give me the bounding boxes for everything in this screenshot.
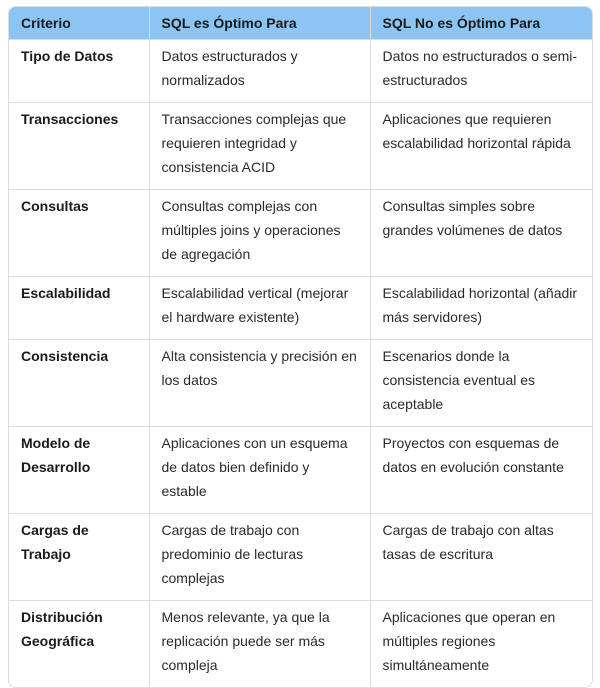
header-criterio: Criterio [9, 7, 149, 40]
table-row [9, 601, 592, 688]
table-body [9, 40, 592, 688]
header-row [9, 7, 592, 40]
cell-optimo: Transacciones complejas que requieren integridad y consistencia ACID [149, 103, 370, 190]
cell-optimo: Datos estructurados y normalizados [149, 40, 370, 103]
sql-comparison-table [9, 7, 592, 687]
table-row [9, 40, 592, 103]
cell-optimo: Menos relevante, ya que la replicación puede ser más compleja [149, 601, 370, 688]
cell-criterio: Modelo de Desarrollo [9, 427, 149, 514]
cell-optimo: Alta consistencia y precisión en los datos [149, 340, 370, 427]
cell-no-optimo: Escalabilidad horizontal (añadir más servidores) [370, 277, 592, 340]
cell-optimo: Cargas de trabajo con predominio de lecturas complejas [149, 514, 370, 601]
table-row [9, 277, 592, 340]
table-row [9, 514, 592, 601]
table-header [9, 7, 592, 40]
cell-criterio: Escalabilidad [9, 277, 149, 340]
cell-no-optimo: Consultas simples sobre grandes volúmenes de datos [370, 190, 592, 277]
cell-no-optimo: Cargas de trabajo con altas tasas de escritura [370, 514, 592, 601]
cell-no-optimo: Datos no estructurados o semi-estructurados [370, 40, 592, 103]
cell-no-optimo: Proyectos con esquemas de datos en evolución constante [370, 427, 592, 514]
comparison-table-container [8, 6, 593, 688]
cell-criterio: Distribución Geográfica [9, 601, 149, 688]
cell-criterio: Tipo de Datos [9, 40, 149, 103]
header-sql-no-optimo: SQL No es Óptimo Para [370, 7, 592, 40]
cell-optimo: Aplicaciones con un esquema de datos bien definido y estable [149, 427, 370, 514]
cell-optimo: Consultas complejas con múltiples joins y operaciones de agregación [149, 190, 370, 277]
cell-criterio: Consultas [9, 190, 149, 277]
cell-no-optimo: Escenarios donde la consistencia eventual es aceptable [370, 340, 592, 427]
header-sql-optimo: SQL es Óptimo Para [149, 7, 370, 40]
table-row [9, 340, 592, 427]
table-row [9, 427, 592, 514]
cell-no-optimo: Aplicaciones que operan en múltiples regiones simultáneamente [370, 601, 592, 688]
cell-criterio: Consistencia [9, 340, 149, 427]
cell-criterio: Cargas de Trabajo [9, 514, 149, 601]
table-row [9, 103, 592, 190]
cell-criterio: Transacciones [9, 103, 149, 190]
table-row [9, 190, 592, 277]
cell-no-optimo: Aplicaciones que requieren escalabilidad horizontal rápida [370, 103, 592, 190]
cell-optimo: Escalabilidad vertical (mejorar el hardware existente) [149, 277, 370, 340]
